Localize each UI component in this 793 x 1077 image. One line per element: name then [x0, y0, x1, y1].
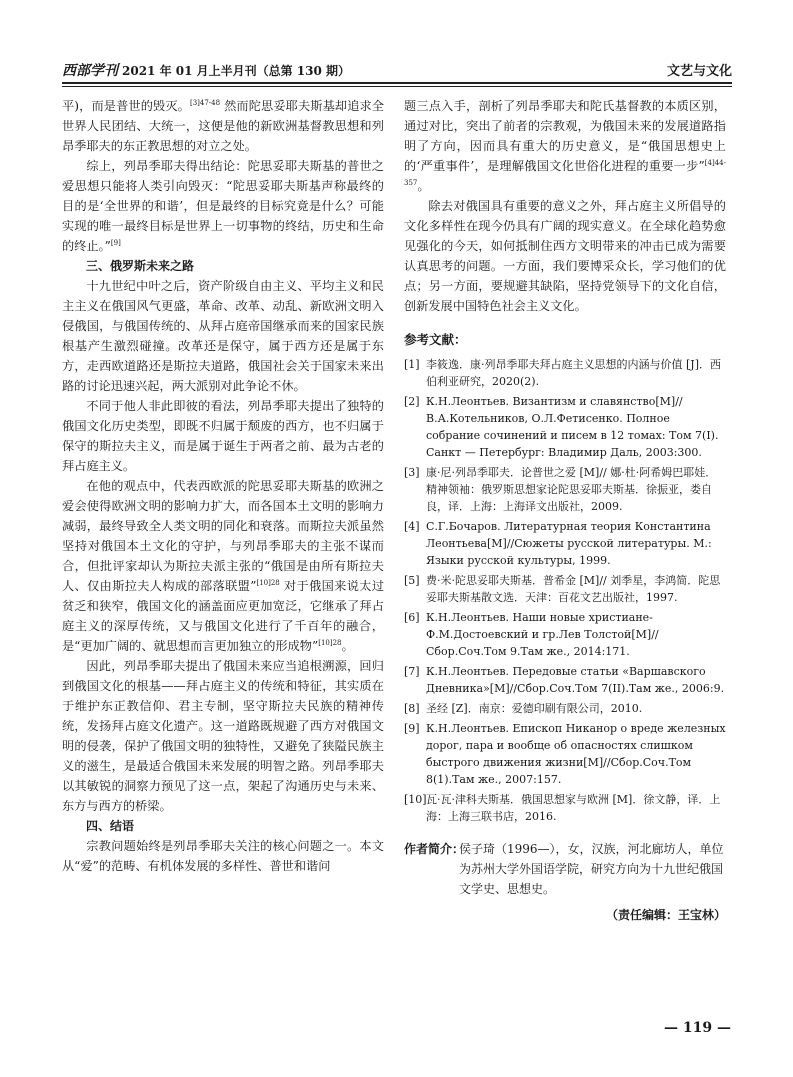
- author-label: 作者简介：: [404, 842, 465, 856]
- paragraph: 不同于他人非此即彼的看法，列昂季耶夫提出了独特的俄国文化历史类型，即既不归属于颓废的西方，也不归属于保守的斯拉夫主义，而是属于诞生于两者之前、最为古老的拜占庭主义。: [62, 399, 384, 473]
- reference-item: [404, 464, 726, 515]
- reference-item: [404, 720, 726, 788]
- header-journal: [62, 60, 350, 80]
- journal-logo: 西部学刊: [62, 63, 118, 79]
- section-heading: 三、俄罗斯未来之路: [86, 259, 195, 273]
- paragraph: 题三点入手，剖析了列昂季耶夫和陀氏基督教的本质区别，通过对比，突出了前者的宗教观，为俄国未来的发展道路指明了方向，因而具有重大的历史意义，是“俄国思想史上的‘严重事件’，是理解俄国文化世俗化进程的重要一步”$^{[4]44-357}$。: [404, 99, 726, 193]
- paragraph: 在他的观点中，代表西欧派的陀思妥耶夫斯基的欧洲之爱会使得欧洲文明的影响力扩大，而各国本土文明的影响力减弱，最终导致全人类文明的同化和衰落。而斯拉夫派虽然坚持对俄国本土文化的守护，与列昂季耶夫的主张不谋而合，但批评家却认为斯拉夫派主张的“俄国是由所有斯拉夫人、仅由斯拉夫人构成的部落联盟”$^{[10]28}$ 对于俄国来说太过贫乏和狭窄，俄国文化的涵盖面应更加宽泛，它继承了拜占庭主义的深厚传统，又与俄国文化进行了千百年的融合，是“更加广阔的、就思想而言更加独立的形成物”$^{[10]28}$。: [62, 479, 385, 653]
- reference-item: [404, 663, 726, 697]
- reference-text: К.Н.Леонтьев. Византизм и славянство[М]// В.А.Котельников, О.Л.Фетисенко. Полное собрание сочинений и писем в 12 томах: Том 7(I). Санкт — Петербург: Владимир Даль, 2003:300.: [426, 395, 719, 459]
- reference-item: [404, 356, 726, 390]
- reference-text: 康·尼·列昂季耶夫．论普世之爱 [M]// 娜·杜·阿希姆巴耶娃．精神领袖：俄罗斯思想家论陀思妥耶夫斯基．徐振亚，娄自良，译．上海：上海译文出版社，2009.: [426, 466, 717, 513]
- reference-number: [7]: [404, 665, 420, 678]
- paragraph: 宗教问题始终是列昂季耶夫关注的核心问题之一。本文从“爱”的范畴、有机体发展的多样性、普世和谐问: [62, 839, 384, 873]
- references-heading: 参考文献：: [404, 332, 467, 347]
- section-title: 文艺与文化: [666, 64, 732, 79]
- page-header: [62, 56, 732, 80]
- paragraph: 因此，列昂季耶夫提出了俄国未来应当追根溯源，回归到俄国文化的根基——拜占庭主义的传统和特征，其实质在于维护东正教信仰、君主专制，坚守斯拉夫民族的精神传统，发扬拜占庭文化遗产。这一道路既规避了西方对俄国文明的侵袭，保护了俄国文明的独特性，又避免了狭隘民族主义的滋生，是最适合俄国未来发展的明智之路。列昂季耶夫以其敏锐的洞察力预见了这一点，架起了沟通历史与未来、东方与西方的桥梁。: [62, 659, 384, 813]
- reference-number: [10]: [404, 793, 427, 806]
- reference-number: [2]: [404, 395, 420, 408]
- page-number: — 119 —: [664, 1020, 731, 1036]
- paragraph: 平)，而是普世的毁灭。$^{[3]47-48}$ 然而陀思妥耶夫斯基却追求全世界人民团结、大统一，这便是他的新欧洲基督教思想和列昂季耶夫的东正教思想的对立之处。: [62, 98, 384, 153]
- reference-number: [3]: [404, 466, 420, 479]
- paragraph: 十九世纪中叶之后，资产阶级自由主义、平均主义和民主主义在俄国风气更盛，革命、改革、动乱、新欧洲文明入侵俄国，与俄国传统的、从拜占庭帝国继承而来的国家民族根基产生激烈碰撞。改革还是保守，属于西方还是属于东方，走西欧道路还是斯拉夫道路，俄国社会关于国家未来出路的讨论迅速兴起，两大派别对此争论不休。: [62, 279, 384, 393]
- paragraph: 除去对俄国具有重要的意义之外，拜占庭主义所倡导的文化多样性在现今仍具有广阔的现实意义。在全球化趋势愈见强化的今天，如何抵制住西方文明带来的冲击已成为需要认真思考的问题。一方面，我们要博采众长，学习他们的优点；另一方面，要规避其缺陷，坚持党领导下的文化自信，创新发展中国特色社会主义文化。: [404, 199, 726, 313]
- reference-text: 李筱逸．康·列昂季耶夫拜占庭主义思想的内涵与价值 [J]．西伯利亚研究，2020(2).: [426, 358, 721, 388]
- reference-text: К.Н.Леонтьев. Передовые статьи «Варшавского Дневника»[М]//Сбор.Соч.Том 7(II).Там же., 2006:9.: [426, 665, 725, 695]
- editor-credit: （责任编辑：王宝林）: [605, 908, 726, 922]
- section-heading: 四、结语: [86, 819, 135, 833]
- author-bio: [404, 839, 726, 899]
- reference-item: [404, 609, 726, 660]
- reference-text: 圣经 [Z]．南京：爱德印刷有限公司，2010.: [426, 702, 643, 715]
- issue-info: 2021 年 01 月上半月刊（总第 130 期）: [122, 64, 351, 78]
- reference-text: К.Н.Леонтьев. Наши новые христиане-Ф.М.Достоевский и гр.Лев Толстой[М]//Сбор.Соч.Том 9.Там же., 2014:171.: [426, 611, 659, 658]
- reference-text: 费·米·陀思妥耶夫斯基．普希金 [M]// 刘季星，李鸿简．陀思妥耶夫斯基散文选．天津：百花文艺出版社，1997.: [426, 574, 721, 604]
- reference-item: [404, 791, 726, 825]
- reference-text: С.Г.Бочаров. Литературная теория Константина Леонтьева[М]//Сюжеты русской литературы. М.: Языки русской культуры, 1999.: [426, 520, 712, 567]
- reference-text: К.Н.Леонтьев. Епископ Никанор о вреде железных дорог, пара и вообще об опасностях слишком быстрого движения жизни[М]//Сбор.Соч.Том 8(1).Там же., 2007:157.: [426, 722, 726, 786]
- right-column: [404, 96, 726, 925]
- reference-number: [8]: [404, 702, 420, 715]
- reference-number: [5]: [404, 574, 420, 587]
- header-rule-thick: [62, 82, 732, 84]
- reference-text: 瓦·瓦·津科夫斯基．俄国思想家与欧洲 [M]．徐文静，译．上海：上海三联书店，2016.: [426, 793, 721, 823]
- header-rule-thin: [62, 86, 732, 87]
- reference-item: [404, 700, 726, 717]
- reference-item: [404, 518, 726, 569]
- paragraph: 综上，列昂季耶夫得出结论：陀思妥耶夫斯基的普世之爱思想只能将人类引向毁灭：“陀思妥耶夫斯基声称最终的目的是‘全世界的和谐’，但是最终的目标究竟是什么？可能实现的唯一最终目标是世界上一切事物的终结，历史和生命的终止。”[9]: [62, 159, 384, 253]
- references-list: [404, 356, 726, 825]
- reference-number: [6]: [404, 611, 420, 624]
- reference-item: [404, 572, 726, 606]
- reference-number: [9]: [404, 722, 420, 735]
- reference-item: [404, 393, 726, 461]
- left-column: [62, 96, 384, 876]
- reference-number: [4]: [404, 520, 420, 533]
- reference-number: [1]: [404, 358, 420, 371]
- author-text: 侯子琦（1996—），女，汉族，河北廊坊人，单位为苏州大学外国语学院，研究方向为十九世纪俄国文学史、思想史。: [459, 842, 724, 896]
